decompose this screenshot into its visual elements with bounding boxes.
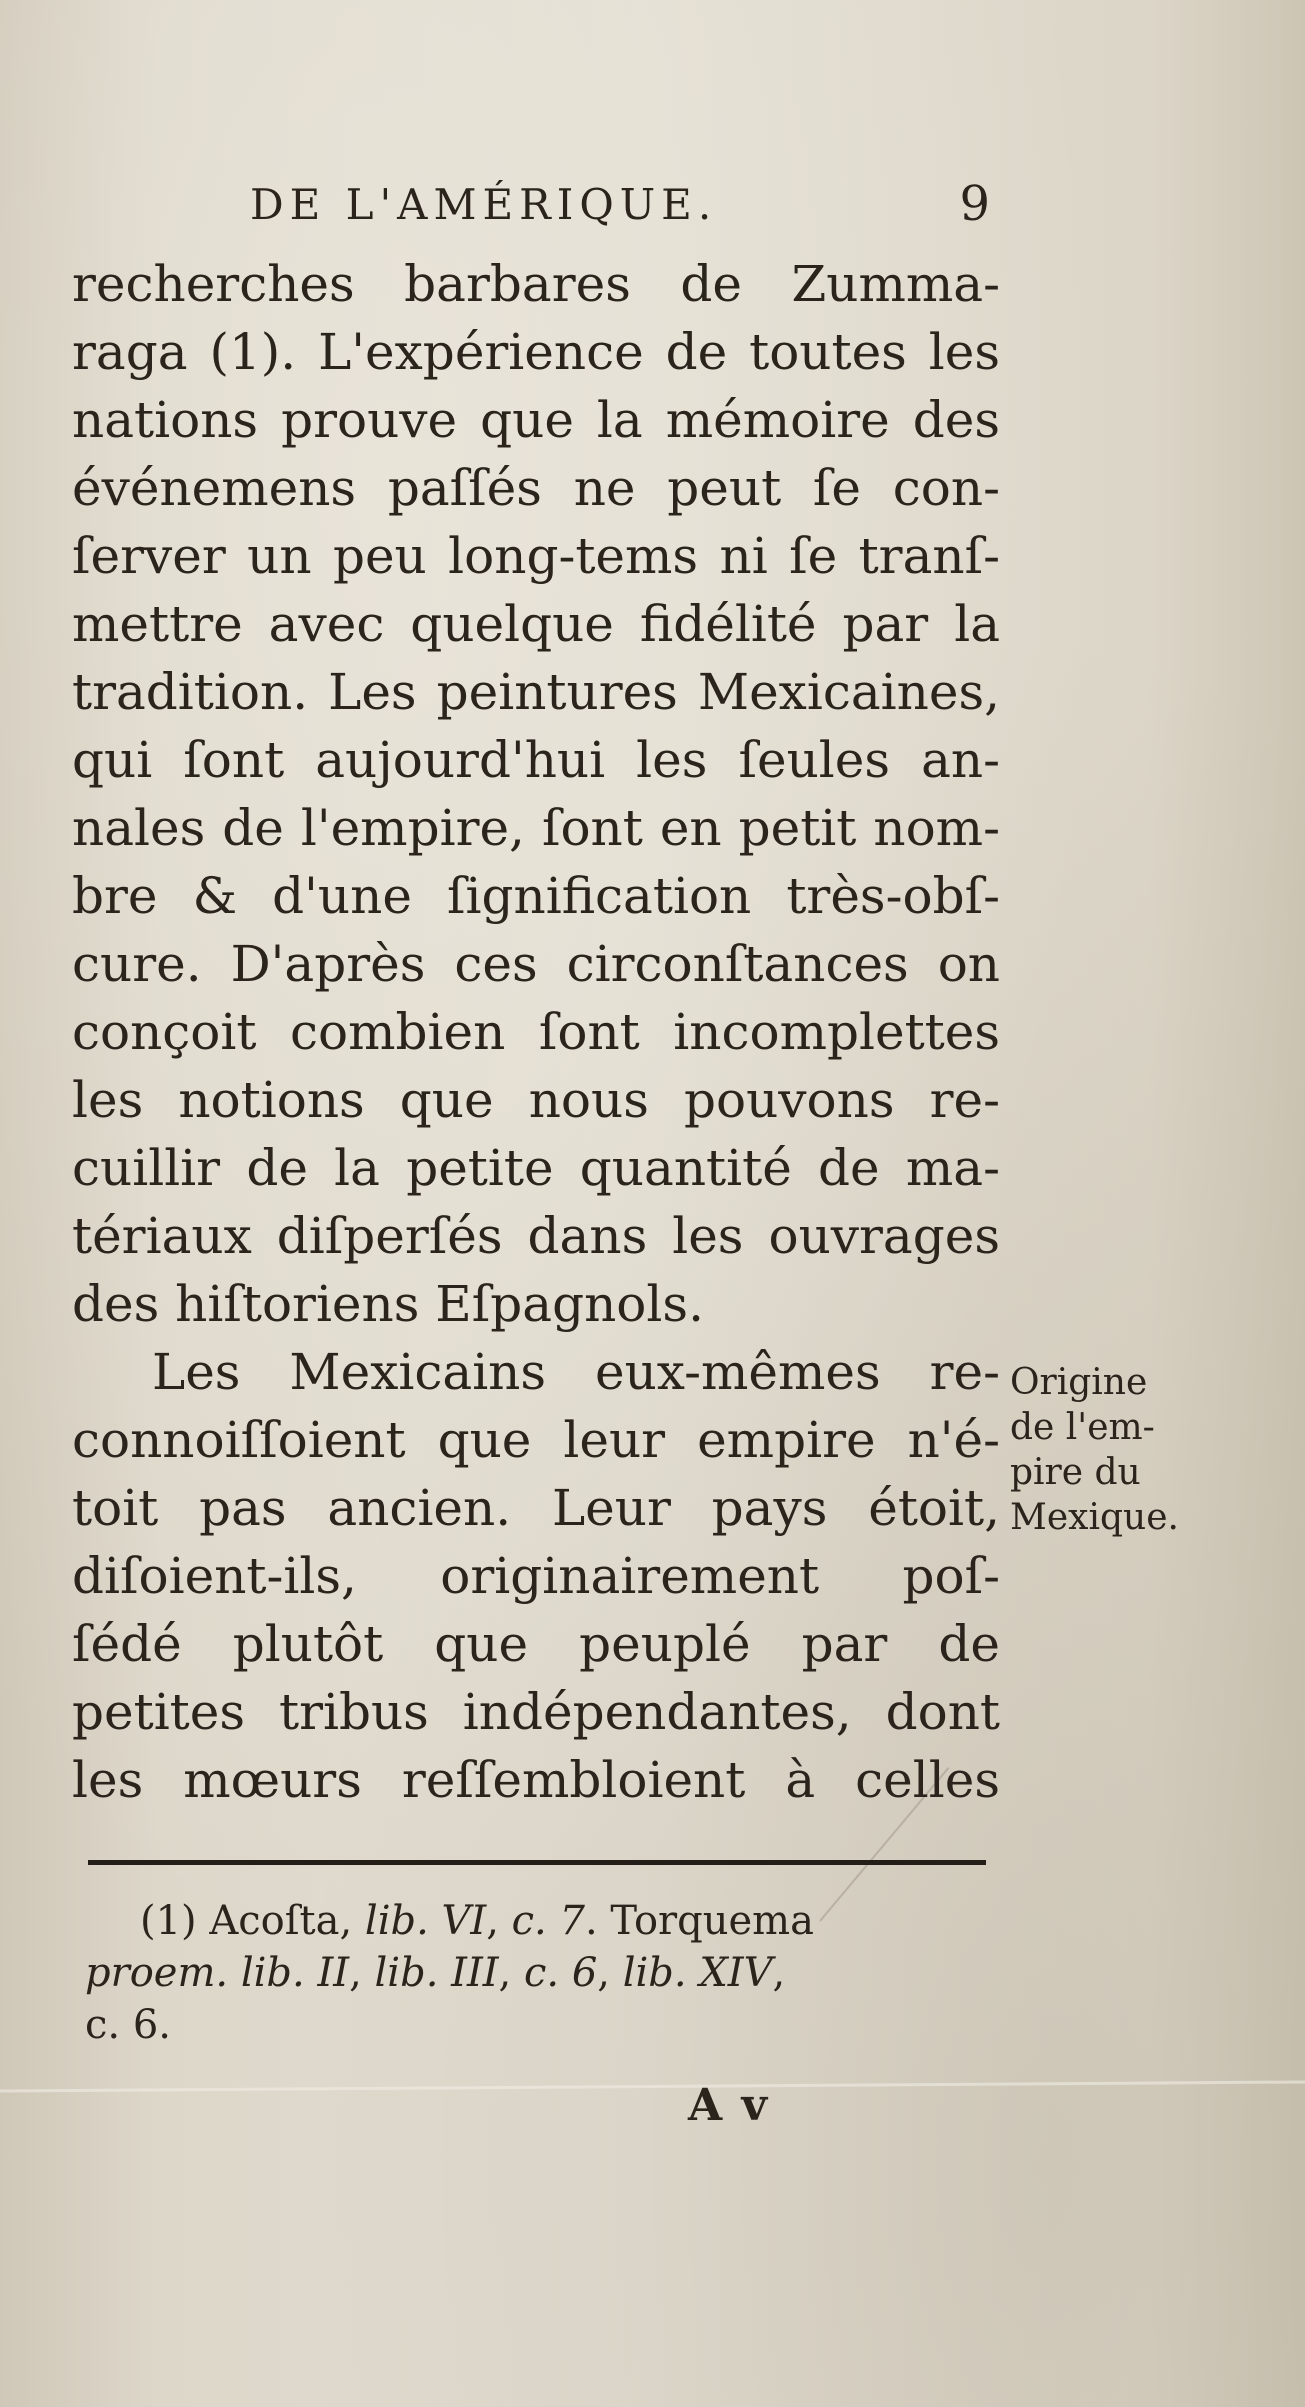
footnote-text: , [597,1950,623,1996]
text-line: cure. D'après ces circonſtances on [72,935,1000,993]
footnotes [85,1895,1005,2051]
text-line: les mœurs reſſembloient à celles [72,1751,1000,1809]
text-line: bre & d'une ſignification très-obſ- [72,867,1000,925]
footnote-citation: lib. VI [364,1898,487,1944]
text-line: recherches barbares de Zumma- [72,255,1000,313]
text-line: des hiſtoriens Eſpagnols. [72,1275,704,1333]
main-text [72,250,1000,1814]
paragraph-start-line: Les Mexicains eux-mêmes re- [152,1343,1000,1401]
margin-note-line: Mexique. [1010,1497,1179,1538]
footnote-line [85,1895,1005,1947]
signature-mark: A v [688,2080,770,2131]
footnote-text: . Torquema [584,1898,814,1944]
text-line: tériaux diſperſés dans les ouvrages [72,1207,1000,1265]
running-head [250,176,990,240]
text-line: ſerver un peu long-tems ni ſe tranſ- [72,527,1000,585]
text-line: nations prouve que la mémoire des [72,391,1000,449]
footnote-text [228,1950,241,1996]
text-line: cuillir de la petite quantité de ma- [72,1139,1000,1197]
footnote-text: (1) Acoſta, [140,1898,365,1944]
footnote-citation: lib. II [240,1950,350,1996]
page-number: 9 [959,176,990,232]
running-title: DE L'AMÉRIQUE. [250,180,718,229]
footnote-text: , [486,1898,512,1944]
text-line: les notions que nous pouvons re- [72,1071,1000,1129]
text-line: toit pas ancien. Leur pays étoit, [72,1479,1000,1537]
margin-note-line: pire du [1010,1452,1141,1493]
footnote-text: , [349,1950,375,1996]
footnote-text: , [498,1950,524,1996]
text-line: nales de l'empire, ſont en petit nom- [72,799,1000,857]
text-line: raga (1). L'expérience de toutes les [72,323,1000,381]
page-fold [0,2080,1305,2092]
footnote-citation: c. 6 [523,1950,598,1996]
footnote-line: c. 6. [85,2002,171,2048]
footnote-citation: lib. III [374,1950,499,1996]
text-line: qui ſont aujourd'hui les ſeules an- [72,731,1000,789]
text-line: mettre avec quelque fidélité par la [72,595,1000,653]
text-line: événemens paſſés ne peut ſe con- [72,459,1000,517]
margin-note-line: de l'em- [1010,1407,1155,1448]
footnote-citation: lib. XIV [622,1950,773,1996]
margin-note [1010,1360,1230,1540]
footnote-rule [88,1860,986,1865]
text-line: tradition. Les peintures Mexicaines, [72,663,1000,721]
margin-note-line: Origine [1010,1362,1148,1403]
footnote-citation: c. 7 [511,1898,585,1944]
footnote-text: , [772,1950,786,1996]
text-line: connoiſſoient que leur empire n'é- [72,1411,1000,1469]
text-line: diſoient-ils, originairement poſ- [72,1547,1000,1605]
text-line: ſédé plutôt que peuplé par de [72,1615,1000,1673]
footnote-citation: proem. [85,1950,229,1996]
text-line: petites tribus indépendantes, dont [72,1683,1000,1741]
footnote-line [85,1947,1005,1999]
text-line: conçoit combien ſont incomplettes [72,1003,1000,1061]
